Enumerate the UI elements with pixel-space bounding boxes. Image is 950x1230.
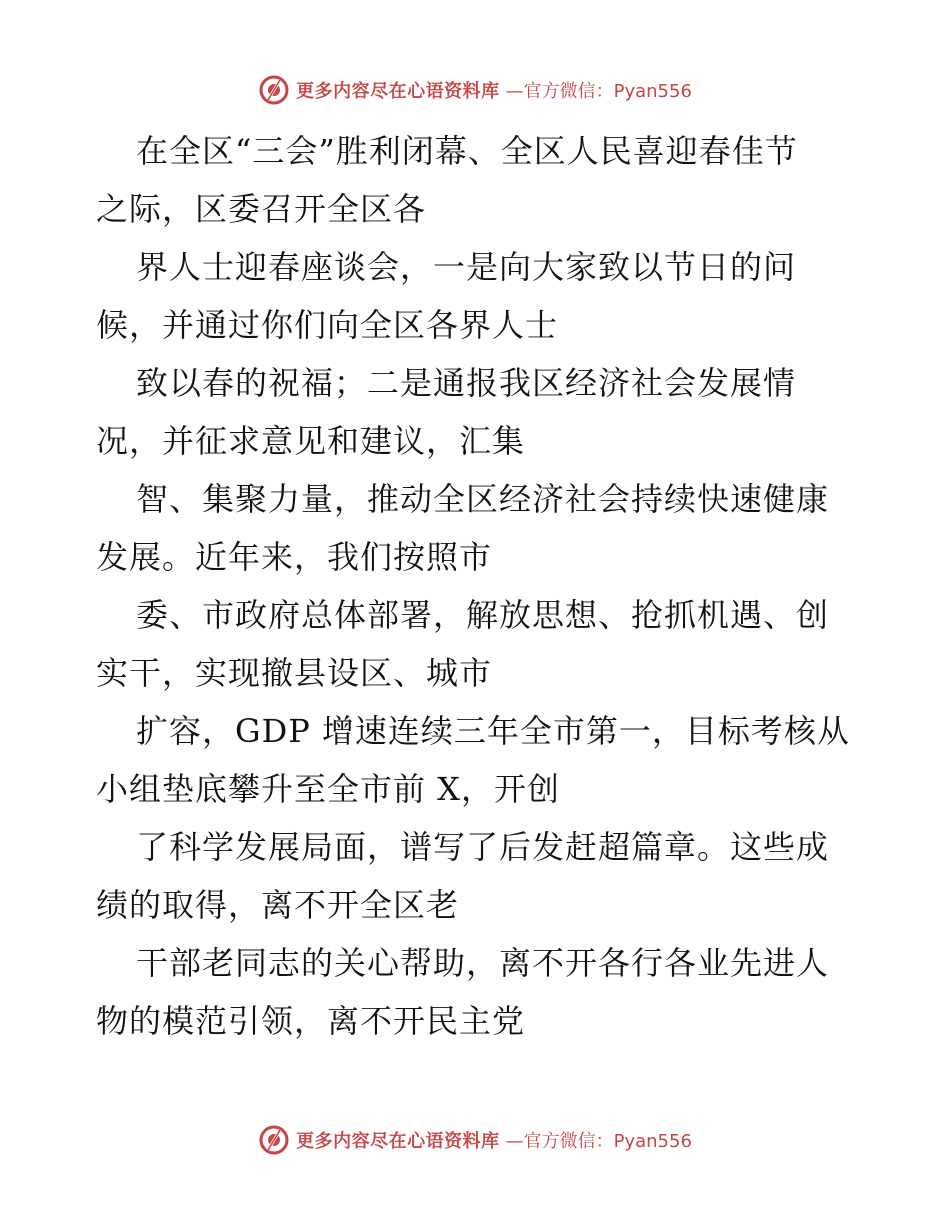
- text-line: 智、集聚力量，推动全区经济社会持续快速健康: [136, 480, 830, 518]
- text-line: 界人士迎春座谈会，一是向大家致以节日的问: [136, 248, 797, 286]
- text-line: 干部老同志的关心帮助，离不开各行各业先进人: [136, 944, 830, 982]
- text-line: 况，并征求意见和建议，汇集: [96, 422, 526, 460]
- text-line: 委、市政府总体部署，解放思想、抢抓机遇、创: [136, 596, 830, 634]
- text-line: 发展。近年来，我们按照市: [96, 538, 493, 576]
- brand-logo-icon: [258, 1124, 290, 1156]
- text-line: 了科学发展局面，谱写了后发赶超篇章。这些成: [136, 828, 830, 866]
- text-line: 物的模范引领，离不开民主党: [96, 1002, 526, 1040]
- text-line: 小组垫底攀升至全市前 X，开创: [96, 770, 560, 808]
- page-header: [0, 70, 950, 110]
- text-line: 扩容，GDP 增速连续三年全市第一，目标考核从: [136, 712, 850, 750]
- footer-brand-text: 更多内容尽在心语资料库: [296, 1131, 500, 1152]
- page-footer: [0, 1120, 950, 1160]
- header-brand: [258, 74, 692, 106]
- text-line: 实干，实现撤县设区、城市: [96, 654, 493, 692]
- text-line: 致以春的祝福；二是通报我区经济社会发展情: [136, 364, 797, 402]
- brand-logo-icon: [258, 74, 290, 106]
- text-line: 候，并通过你们向全区各界人士: [96, 306, 559, 344]
- text-line: 之际，区委召开全区各: [96, 190, 427, 228]
- text-line: 在全区“三会”胜利闭幕、全区人民喜迎春佳节: [136, 132, 798, 170]
- document-body: [96, 122, 856, 1050]
- header-brand-text: 更多内容尽在心语资料库: [296, 81, 500, 102]
- footer-contact-text: —官方微信：Pyan556: [505, 1131, 692, 1152]
- text-line: 绩的取得，离不开全区老: [96, 886, 460, 924]
- footer-brand: [258, 1124, 692, 1156]
- header-contact-text: —官方微信：Pyan556: [505, 81, 692, 102]
